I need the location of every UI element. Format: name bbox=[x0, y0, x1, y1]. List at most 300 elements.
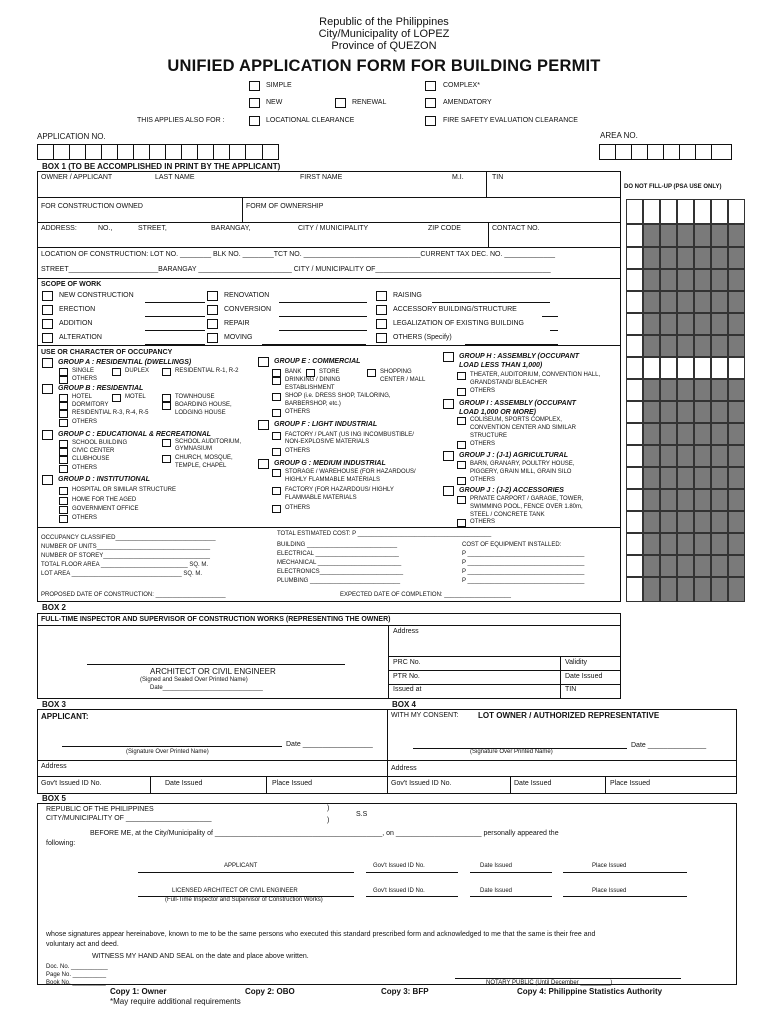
occupancy-option-label: SWIMMING POOL, FENCE OVER 1.80m, bbox=[470, 504, 583, 510]
psa-grid-cell bbox=[711, 489, 728, 511]
occupancy-option-label: BARN, GRANARY, POULTRY HOUSE, bbox=[470, 461, 575, 467]
new-checkbox[interactable] bbox=[249, 98, 260, 108]
psa-grid-cell bbox=[694, 291, 711, 313]
fire-safety-checkbox[interactable] bbox=[425, 116, 436, 126]
psa-grid-cell bbox=[626, 467, 643, 489]
occupancy-option-label: OTHERS bbox=[470, 477, 496, 483]
scope-underline bbox=[145, 302, 205, 303]
psa-grid-cell bbox=[728, 335, 745, 357]
occupancy-title: USE OR CHARACTER OF OCCUPANCY bbox=[41, 349, 173, 356]
psa-grid-cell bbox=[660, 467, 677, 489]
psa-grid-cell bbox=[711, 313, 728, 335]
box5-place-1: Place Issued bbox=[592, 863, 627, 869]
address-city-label: CITY / MUNICIPALITY bbox=[298, 225, 369, 232]
group-b-checkbox[interactable] bbox=[42, 384, 53, 394]
occupancy-option-checkbox[interactable] bbox=[272, 505, 281, 513]
box1-title: BOX 1 (TO BE ACCOMPLISHED IN PRINT BY THE APPLICANT) bbox=[42, 162, 281, 171]
occupancy-option-label: OTHERS bbox=[285, 448, 311, 454]
occupancy-option-checkbox[interactable] bbox=[457, 477, 466, 485]
psa-grid-cell bbox=[643, 489, 660, 511]
occupancy-option-label: LODGING HOUSE bbox=[175, 410, 226, 416]
group-a-checkbox[interactable] bbox=[42, 358, 53, 368]
psa-grid-cell bbox=[626, 224, 643, 247]
scope-underline bbox=[145, 330, 205, 331]
group-j1-label: GROUP J : (J-1) AGRICULTURAL bbox=[459, 452, 569, 459]
summary-left-field: NUMBER OF UNITS__________________________________ bbox=[41, 544, 211, 550]
psa-grid-cell bbox=[694, 247, 711, 269]
occupancy-option-label: BARBERSHOP, etc.) bbox=[285, 401, 341, 407]
summary-left-field: OCCUPANCY CLASSIFIED______________________________ bbox=[41, 535, 216, 541]
locational-checkbox[interactable] bbox=[249, 116, 260, 126]
occupancy-option-label: PIGGERY, GRAIN MILL, GRAIN SILO bbox=[470, 469, 572, 475]
box5-place-2: Place Issued bbox=[592, 888, 627, 894]
psa-grid-cell bbox=[660, 489, 677, 511]
psa-grid-cell bbox=[643, 533, 660, 555]
occupancy-option-checkbox[interactable] bbox=[59, 487, 68, 495]
box3-date-label: Date __________________ bbox=[286, 741, 373, 748]
group-g-checkbox[interactable] bbox=[258, 459, 269, 469]
occupancy-option-checkbox[interactable] bbox=[457, 388, 466, 396]
occupancy-option-checkbox[interactable] bbox=[112, 394, 121, 402]
occupancy-option-checkbox[interactable] bbox=[59, 465, 68, 473]
box2-title: FULL-TIME INSPECTOR AND SUPERVISOR OF CONSTRUCTION WORKS (REPRESENTING THE OWNER) bbox=[41, 616, 391, 623]
psa-grid-cell bbox=[677, 577, 694, 602]
psa-grid-cell bbox=[711, 379, 728, 401]
scope-checkbox[interactable] bbox=[42, 305, 53, 315]
psa-grid-cell bbox=[626, 335, 643, 357]
application-no-field[interactable] bbox=[37, 144, 279, 160]
box2-tin-label: TIN bbox=[565, 686, 577, 693]
psa-grid-cell bbox=[677, 357, 694, 379]
psa-grid-cell bbox=[660, 555, 677, 577]
psa-grid-cell bbox=[626, 423, 643, 445]
occupancy-option-label: CHURCH, MOSQUE, bbox=[175, 455, 233, 461]
group-c-checkbox[interactable] bbox=[42, 430, 53, 440]
occupancy-option-label: SCHOOL AUDITORIUM, bbox=[175, 439, 242, 445]
occupancy-option-label: FACTORY (FOR HAZARDOUS/ HIGHLY bbox=[285, 487, 394, 493]
zip-code-label: ZIP CODE bbox=[428, 225, 461, 232]
occupancy-option-checkbox[interactable] bbox=[457, 496, 466, 504]
psa-grid-cell bbox=[711, 335, 728, 357]
area-no-label: AREA NO. bbox=[600, 131, 638, 140]
summary-left-field: NUMBER OF STOREY________________________________ bbox=[41, 553, 211, 559]
psa-grid-cell bbox=[694, 335, 711, 357]
occupancy-option-label: SCHOOL BUILDING bbox=[72, 440, 128, 446]
psa-grid-cell bbox=[660, 511, 677, 533]
psa-grid-cell bbox=[626, 401, 643, 423]
address-label: ADDRESS: bbox=[41, 225, 77, 232]
summary-left-field: TOTAL FLOOR AREA __________________________ SQ. M. bbox=[41, 562, 209, 568]
box4-sig-label: (Signature Over Printed Name) bbox=[470, 749, 553, 755]
psa-grid-cell bbox=[677, 291, 694, 313]
summary-middle-field: MECHANICAL _________________________ bbox=[277, 560, 402, 566]
voluntary-text: voluntary act and deed. bbox=[46, 941, 119, 948]
box4-address-label: Address bbox=[391, 765, 417, 772]
psa-grid-cell bbox=[660, 335, 677, 357]
for-construction-label: FOR CONSTRUCTION OWNED bbox=[41, 203, 143, 210]
scope-title: SCOPE OF WORK bbox=[41, 281, 102, 288]
psa-grid-cell bbox=[728, 555, 745, 577]
amendatory-checkbox[interactable] bbox=[425, 98, 436, 108]
occupancy-option-checkbox[interactable] bbox=[457, 519, 466, 527]
scope-checkbox[interactable] bbox=[42, 319, 53, 329]
box4-date-issued-label: Date Issued bbox=[514, 780, 552, 787]
psa-grid-cell bbox=[694, 533, 711, 555]
occupancy-option-checkbox[interactable] bbox=[272, 377, 281, 385]
psa-grid-cell bbox=[660, 313, 677, 335]
group-e-checkbox[interactable] bbox=[258, 357, 269, 367]
psa-grid-cell bbox=[694, 467, 711, 489]
psa-grid-cell bbox=[694, 445, 711, 467]
occupancy-option-label: OTHERS bbox=[72, 376, 98, 382]
psa-grid-cell bbox=[711, 247, 728, 269]
occupancy-option-label: COLISEUM, SPORTS COMPLEX, bbox=[470, 417, 562, 423]
validity-label: Validity bbox=[565, 659, 588, 666]
total-cost-label: TOTAL ESTIMATED COST: P ________________________________________ bbox=[277, 531, 492, 537]
area-no-field[interactable] bbox=[599, 144, 732, 160]
psa-grid-cell bbox=[677, 199, 694, 224]
simple-checkbox[interactable] bbox=[249, 81, 260, 91]
box2-label: BOX 2 bbox=[42, 603, 67, 612]
psa-grid-cell bbox=[626, 199, 643, 224]
proposed-date-label: PROPOSED DATE OF CONSTRUCTION: _____________________ bbox=[41, 592, 226, 598]
scope-item-label: ACCESSORY BUILDING/STRUCTURE bbox=[393, 306, 517, 313]
scope-underline bbox=[542, 316, 558, 317]
occupancy-option-label: DRINKING / DINING bbox=[285, 377, 341, 383]
psa-grid-cell bbox=[728, 379, 745, 401]
scope-item-label: NEW CONSTRUCTION bbox=[59, 292, 134, 299]
occupancy-option-label: RESIDENTIAL R-3, R-4, R-5 bbox=[72, 410, 149, 416]
box4-govt-label: Gov't Issued ID No. bbox=[391, 780, 452, 787]
owner-applicant-label: OWNER / APPLICANT bbox=[41, 174, 113, 181]
box4-label: BOX 4 bbox=[392, 700, 417, 709]
psa-grid-cell bbox=[626, 291, 643, 313]
occupancy-option-checkbox[interactable] bbox=[112, 368, 121, 376]
renewal-label: RENEWAL bbox=[352, 99, 387, 106]
psa-grid-cell bbox=[728, 445, 745, 467]
address-street-label: STREET, bbox=[138, 225, 167, 232]
occupancy-option-label: OTHERS bbox=[72, 515, 98, 521]
occupancy-option-checkbox[interactable] bbox=[59, 419, 68, 427]
occupancy-option-checkbox[interactable] bbox=[162, 368, 171, 376]
occupancy-option-label: TOWNHOUSE bbox=[175, 394, 215, 400]
prc-label: PRC No. bbox=[393, 659, 421, 666]
occupancy-option-checkbox[interactable] bbox=[59, 376, 68, 384]
box4-place-label: Place Issued bbox=[610, 780, 651, 787]
occupancy-option-checkbox[interactable] bbox=[59, 448, 68, 456]
scope-checkbox[interactable] bbox=[376, 333, 387, 343]
occupancy-option-label: SINGLE bbox=[72, 368, 95, 374]
group-i-label: GROUP I : ASSEMBLY (OCCUPANT bbox=[459, 400, 576, 407]
scope-underline bbox=[279, 316, 367, 317]
psa-grid-cell bbox=[711, 269, 728, 291]
header-city: City/Municipality of LOPEZ bbox=[318, 28, 450, 40]
first-name-label: FIRST NAME bbox=[300, 174, 343, 181]
occupancy-option-checkbox[interactable] bbox=[272, 369, 281, 377]
occupancy-option-label: RESIDENTIAL R-1, R-2 bbox=[175, 368, 239, 374]
psa-label: DO NOT FILL-UP (PSA USE ONLY) bbox=[624, 184, 722, 190]
republic-label: REPUBLIC OF THE PHILIPPINES bbox=[46, 806, 154, 813]
psa-grid-cell bbox=[711, 533, 728, 555]
occupancy-option-label: CENTER / MALL bbox=[380, 377, 426, 383]
scope-underline bbox=[145, 316, 205, 317]
occupancy-option-label: SHOPPING bbox=[380, 369, 412, 375]
scope-item-label: ADDITION bbox=[59, 320, 93, 327]
address-no-label: NO., bbox=[98, 225, 113, 232]
occupancy-option-label: OTHERS bbox=[285, 409, 311, 415]
psa-grid-cell bbox=[626, 555, 643, 577]
scope-item-label: ALTERATION bbox=[59, 334, 102, 341]
psa-grid-cell bbox=[677, 511, 694, 533]
occupancy-option-checkbox[interactable] bbox=[457, 461, 466, 469]
form-ownership-label: FORM OF OWNERSHIP bbox=[246, 203, 324, 210]
psa-grid-cell bbox=[626, 379, 643, 401]
occupancy-option-label: STEEL / CONCRETE TANK bbox=[470, 512, 545, 518]
occupancy-option-label: FLAMMABLE MATERIALS bbox=[285, 495, 357, 501]
scope-item-label: ERECTION bbox=[59, 306, 96, 313]
box2-date-issued-label: Date Issued bbox=[565, 673, 603, 680]
group-a-label: GROUP A : RESIDENTIAL (DWELLINGS) bbox=[58, 359, 192, 366]
street-line: STREET_______________________BARANGAY ________________________ CITY / MUNICIPALITY OF_____________________________________________ bbox=[41, 266, 551, 273]
psa-grid-cell bbox=[728, 489, 745, 511]
occupancy-option-checkbox[interactable] bbox=[59, 410, 68, 418]
following-label: following: bbox=[46, 840, 76, 847]
group-f-checkbox[interactable] bbox=[258, 420, 269, 430]
box5-date-issued-1: Date Issued bbox=[480, 863, 513, 869]
psa-grid-cell bbox=[660, 269, 677, 291]
psa-grid-cell bbox=[660, 577, 677, 602]
scope-checkbox[interactable] bbox=[42, 291, 53, 301]
scope-checkbox[interactable] bbox=[207, 333, 218, 343]
occupancy-option-label: HOTEL bbox=[72, 394, 93, 400]
simple-label: SIMPLE bbox=[266, 82, 292, 89]
box5-city-label: CITY/MUNICIPALITY OF ______________________ bbox=[46, 815, 212, 822]
psa-grid-cell bbox=[660, 401, 677, 423]
scope-checkbox[interactable] bbox=[42, 333, 53, 343]
occupancy-option-checkbox[interactable] bbox=[59, 497, 68, 505]
occupancy-option-checkbox[interactable] bbox=[272, 487, 281, 495]
occupancy-option-checkbox[interactable] bbox=[272, 393, 281, 401]
psa-grid-cell bbox=[626, 269, 643, 291]
occupancy-option-label: THEATER, AUDITORIUM, CONVENTION HALL, bbox=[470, 372, 601, 378]
group-d-label: GROUP D : INSTITUTIONAL bbox=[58, 476, 150, 483]
psa-grid-cell bbox=[728, 401, 745, 423]
renewal-checkbox[interactable] bbox=[335, 98, 346, 108]
psa-grid-cell bbox=[626, 247, 643, 269]
scope-item-label: OTHERS (Specify) bbox=[393, 334, 452, 341]
psa-grid-cell bbox=[677, 313, 694, 335]
copy4-label: Copy 4: Philippine Statistics Authority bbox=[517, 987, 663, 996]
psa-grid-cell bbox=[643, 379, 660, 401]
psa-grid-cell bbox=[694, 489, 711, 511]
issued-at-label: Issued at bbox=[393, 686, 422, 693]
psa-grid-cell bbox=[677, 445, 694, 467]
psa-grid-cell bbox=[643, 445, 660, 467]
scope-checkbox[interactable] bbox=[376, 319, 387, 329]
group-j2-checkbox[interactable] bbox=[443, 486, 454, 496]
occupancy-option-checkbox[interactable] bbox=[59, 394, 68, 402]
occupancy-option-checkbox[interactable] bbox=[457, 417, 466, 425]
psa-grid-cell bbox=[728, 224, 745, 247]
occupancy-option-checkbox[interactable] bbox=[162, 402, 171, 410]
group-d-checkbox[interactable] bbox=[42, 475, 53, 485]
occupancy-option-checkbox[interactable] bbox=[367, 369, 376, 377]
scope-checkbox[interactable] bbox=[207, 305, 218, 315]
occupancy-option-checkbox[interactable] bbox=[162, 394, 171, 402]
occupancy-option-checkbox[interactable] bbox=[457, 372, 466, 380]
summary-right-field: P ___________________________________ bbox=[462, 578, 585, 584]
psa-grid-cell bbox=[728, 423, 745, 445]
header-republic: Republic of the Philippines bbox=[319, 16, 449, 28]
psa-grid-cell bbox=[643, 511, 660, 533]
psa-grid-cell bbox=[643, 335, 660, 357]
scope-underline bbox=[432, 302, 550, 303]
occupancy-option-checkbox[interactable] bbox=[59, 515, 68, 523]
occupancy-option-label: BANK bbox=[285, 369, 302, 375]
group-i-load-label: LOAD 1,000 OR MORE) bbox=[459, 409, 537, 416]
occupancy-option-checkbox[interactable] bbox=[59, 368, 68, 376]
occupancy-option-checkbox[interactable] bbox=[59, 506, 68, 514]
occupancy-option-label: MOTEL bbox=[125, 394, 146, 400]
psa-grid-cell bbox=[643, 199, 660, 224]
copy2-label: Copy 2: OBO bbox=[245, 987, 295, 996]
occupancy-option-checkbox[interactable] bbox=[59, 456, 68, 464]
occupancy-option-checkbox[interactable] bbox=[272, 432, 281, 440]
psa-grid-cell bbox=[677, 555, 694, 577]
licensed-label: LICENSED ARCHITECT OR CIVIL ENGINEER bbox=[172, 888, 298, 894]
psa-grid-cell bbox=[694, 423, 711, 445]
location-line: LOCATION OF CONSTRUCTION: LOT NO. ________ BLK NO. ________TCT NO. ______________________________CURRENT TAX DEC. NO. _____________ bbox=[41, 251, 555, 258]
psa-grid-cell bbox=[677, 335, 694, 357]
psa-grid-cell bbox=[711, 511, 728, 533]
scope-item-label: RAISING bbox=[393, 292, 422, 299]
psa-grid-cell bbox=[728, 533, 745, 555]
summary-middle-field: ELECTRONICS_________________________ bbox=[277, 569, 404, 575]
psa-grid-cell bbox=[728, 199, 745, 224]
psa-grid-cell bbox=[677, 269, 694, 291]
psa-grid-cell bbox=[626, 313, 643, 335]
scope-checkbox[interactable] bbox=[207, 319, 218, 329]
application-no-label: APPLICATION NO. bbox=[37, 132, 106, 141]
summary-middle-field: ELECTRICAL _________________________ bbox=[277, 551, 399, 557]
occupancy-option-checkbox[interactable] bbox=[59, 440, 68, 448]
box5-label: BOX 5 bbox=[42, 794, 67, 803]
address-barangay-label: BARANGAY, bbox=[211, 225, 251, 232]
occupancy-option-checkbox[interactable] bbox=[457, 441, 466, 449]
psa-grid-cell bbox=[626, 445, 643, 467]
whose-text: whose signatures appear hereinabove, known to me to be the same persons who executed this standard prescribed form and acknowledged to me that the same is their free and bbox=[46, 931, 596, 938]
psa-grid-cell bbox=[711, 291, 728, 313]
group-h-label: GROUP H : ASSEMBLY (OCCUPANT bbox=[459, 353, 580, 360]
psa-grid-cell bbox=[626, 511, 643, 533]
occupancy-option-label: HOSPITAL OR SIMILAR STRUCTURE bbox=[72, 487, 177, 493]
psa-grid-cell bbox=[694, 269, 711, 291]
mi-label: M.I. bbox=[452, 174, 464, 181]
occupancy-option-checkbox[interactable] bbox=[272, 409, 281, 417]
psa-grid-cell bbox=[711, 445, 728, 467]
occupancy-option-checkbox[interactable] bbox=[162, 455, 171, 463]
psa-grid-cell bbox=[677, 467, 694, 489]
occupancy-option-checkbox[interactable] bbox=[272, 469, 281, 477]
group-h-checkbox[interactable] bbox=[443, 352, 454, 362]
lot-owner-label: LOT OWNER / AUTHORIZED REPRESENTATIVE bbox=[478, 711, 660, 720]
summary-middle-field: PLUMBING ___________________________ bbox=[277, 578, 401, 584]
occupancy-option-label: OTHERS bbox=[470, 441, 496, 447]
ptr-label: PTR No. bbox=[393, 673, 420, 680]
applicant-label: APPLICANT: bbox=[41, 712, 89, 721]
box5-govt-label-1: Gov't Issued ID No. bbox=[373, 863, 425, 869]
occupancy-option-checkbox[interactable] bbox=[162, 439, 171, 447]
psa-grid-cell bbox=[660, 199, 677, 224]
group-j2-label: GROUP J : (J-2) ACCESSORIES bbox=[459, 487, 564, 494]
occupancy-option-label: HOME FOR THE AGED bbox=[72, 497, 137, 503]
occupancy-option-label: OTHERS bbox=[72, 465, 98, 471]
psa-grid-cell bbox=[643, 247, 660, 269]
occupancy-option-label: DUPLEX bbox=[125, 368, 150, 374]
new-label: NEW bbox=[266, 99, 283, 106]
occupancy-option-label: GYMNASIUM bbox=[175, 446, 213, 452]
psa-grid-cell bbox=[711, 577, 728, 602]
summary-middle-field: BUILDING ___________________________ bbox=[277, 542, 398, 548]
psa-grid-cell bbox=[711, 199, 728, 224]
scope-checkbox[interactable] bbox=[376, 305, 387, 315]
psa-grid-cell bbox=[728, 511, 745, 533]
occupancy-option-checkbox[interactable] bbox=[272, 448, 281, 456]
occupancy-option-checkbox[interactable] bbox=[306, 369, 315, 377]
psa-grid-cell bbox=[694, 224, 711, 247]
occupancy-option-label: GOVERNMENT OFFICE bbox=[72, 506, 139, 512]
psa-grid-cell bbox=[711, 224, 728, 247]
psa-grid-cell bbox=[643, 555, 660, 577]
scope-underline bbox=[550, 330, 558, 331]
occupancy-option-label: HIGHLY FLAMMABLE MATERIALS bbox=[285, 477, 381, 483]
psa-grid-cell bbox=[694, 401, 711, 423]
occupancy-option-checkbox[interactable] bbox=[59, 402, 68, 410]
amendatory-label: AMENDATORY bbox=[443, 99, 492, 106]
doc-no-label: Doc. No. ___________ bbox=[46, 964, 108, 970]
scope-checkbox[interactable] bbox=[376, 291, 387, 301]
group-i-checkbox[interactable] bbox=[443, 399, 454, 409]
box3-address-label: Address bbox=[41, 763, 67, 770]
psa-grid-cell bbox=[677, 401, 694, 423]
footer-note: *May require additional requirements bbox=[110, 997, 241, 1006]
occupancy-option-label: OTHERS bbox=[470, 388, 496, 394]
scope-item-label: REPAIR bbox=[224, 320, 250, 327]
psa-grid-cell bbox=[677, 247, 694, 269]
psa-grid-cell bbox=[728, 247, 745, 269]
page-title: UNIFIED APPLICATION FORM FOR BUILDING PERMIT bbox=[167, 57, 601, 75]
psa-grid-cell bbox=[643, 423, 660, 445]
copy3-label: Copy 3: BFP bbox=[381, 987, 429, 996]
group-b-label: GROUP B : RESIDENTIAL bbox=[58, 385, 144, 392]
occupancy-option-label: STRUCTURE bbox=[470, 433, 507, 439]
group-h-load-label: LOAD LESS THAN 1,000) bbox=[459, 362, 543, 369]
scope-item-label: MOVING bbox=[224, 334, 253, 341]
scope-underline bbox=[279, 302, 367, 303]
psa-grid-cell bbox=[711, 555, 728, 577]
psa-grid-cell bbox=[660, 423, 677, 445]
summary-right-field: P ___________________________________ bbox=[462, 569, 585, 575]
psa-grid-cell bbox=[677, 379, 694, 401]
psa-grid-cell bbox=[626, 533, 643, 555]
scope-checkbox[interactable] bbox=[207, 291, 218, 301]
ss-label: S.S bbox=[356, 811, 368, 818]
locational-label: LOCATIONAL CLEARANCE bbox=[266, 117, 355, 124]
group-j1-checkbox[interactable] bbox=[443, 451, 454, 461]
fire-safety-label: FIRE SAFETY EVALUATION CLEARANCE bbox=[443, 117, 578, 124]
complex-checkbox[interactable] bbox=[425, 81, 436, 91]
psa-grid-cell bbox=[728, 313, 745, 335]
